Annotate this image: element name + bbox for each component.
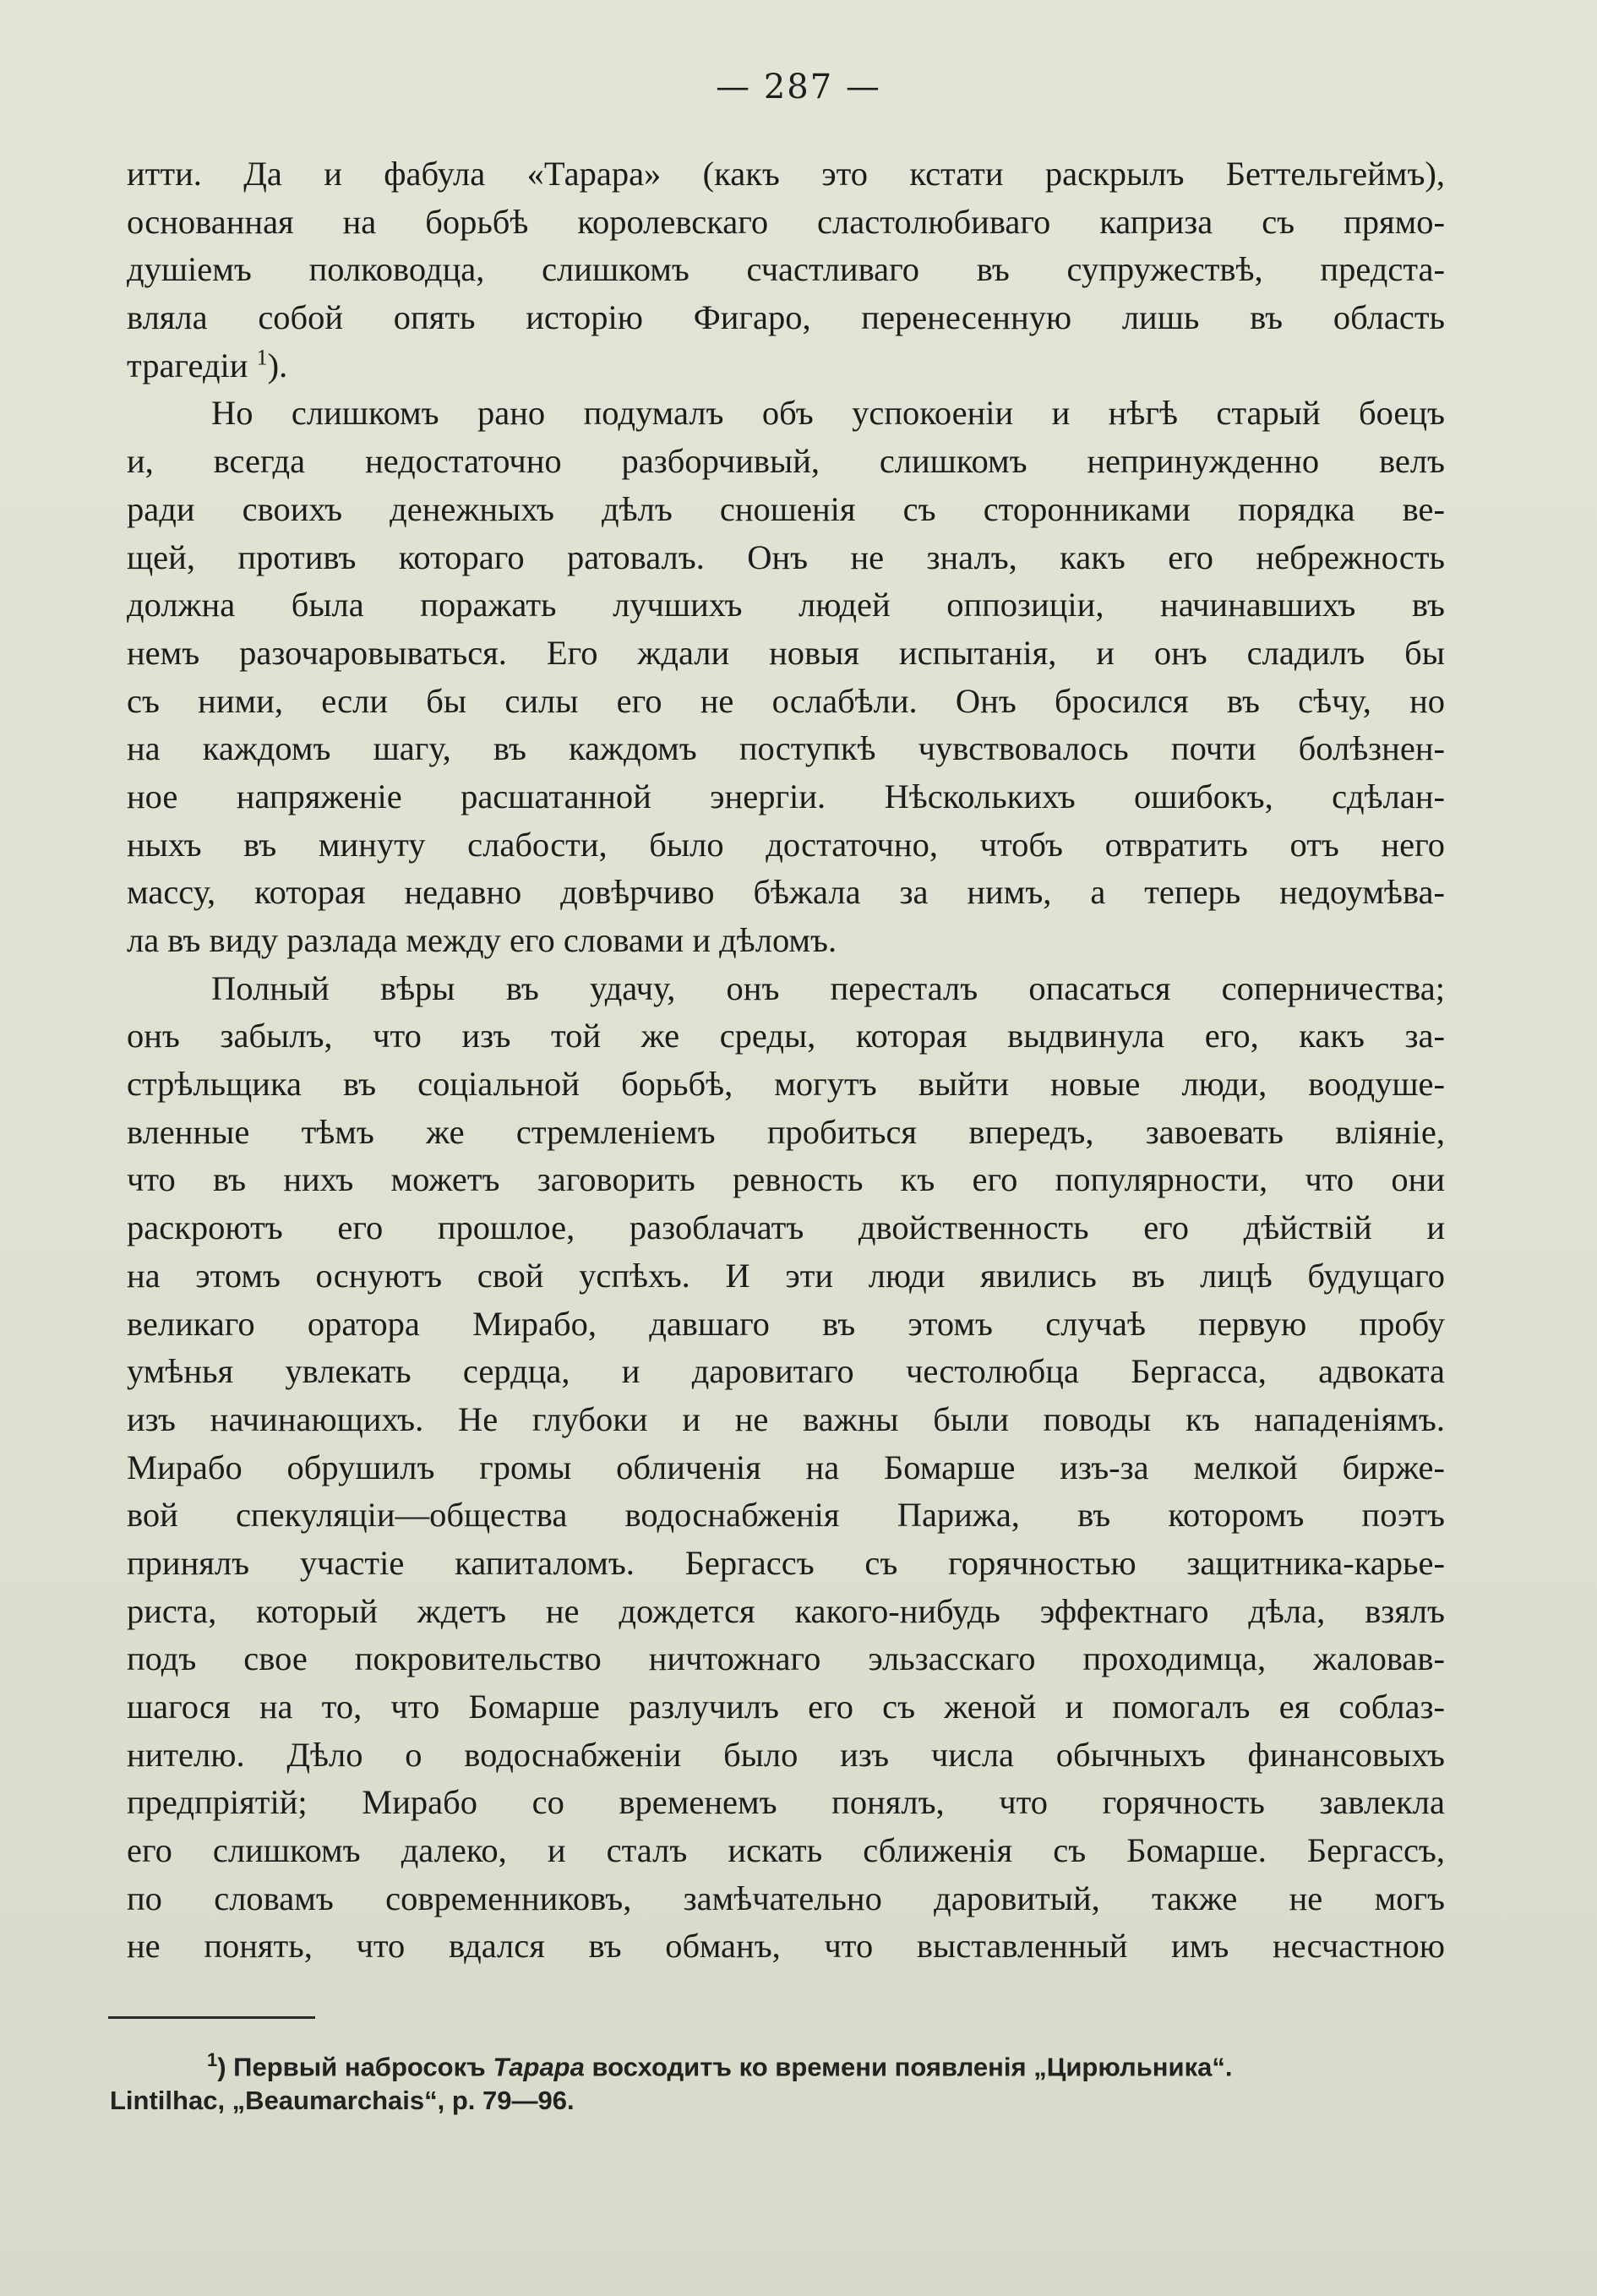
text-line [127, 342, 1445, 390]
text-line: ла въ виду разлада между его словами и дѣломъ. [127, 921, 837, 959]
text-line: ное напряженіе расшатанной энергіи. Нѣсколькихъ ошибокъ, сдѣлан- [127, 777, 1445, 815]
text-fragment: трагедіи [127, 346, 248, 384]
paragraph-3 [127, 965, 1445, 1971]
text-line: умѣнья увлекать сердца, и даровитаго честолюбца Бергасса, адвоката [127, 1352, 1445, 1391]
text-line: вой спекуляціи—общества водоснабженія Парижа, въ которомъ поэтъ [127, 1496, 1445, 1535]
paragraph-1 [127, 150, 1445, 390]
footnote-text: восходитъ ко времени появленія „Цирюльника“. [584, 2052, 1233, 2082]
footnote-line [110, 2040, 1445, 2081]
text-line: риста, который ждетъ не дождется какого-нибудь эффектнаго дѣла, взялъ [127, 1591, 1445, 1630]
text-line: раскроютъ его прошлое, разоблачатъ двойственность его дѣйствій и [127, 1208, 1445, 1247]
text-line: шагося на то, что Бомарше разлучилъ его съ женой и помогалъ ея соблаз- [127, 1688, 1445, 1726]
text-line: должна была поражать лучшихъ людей оппозиціи, начинавшихъ въ [127, 586, 1445, 624]
footnote-text: ) Первый набросокъ [217, 2052, 493, 2082]
text-line: Полный вѣры въ удачу, онъ пересталъ опасаться соперничества; [211, 968, 1445, 1007]
text-line: по словамъ современниковъ, замѣчательно даровитый, также не могъ [127, 1879, 1445, 1917]
page-number: — 287 — [716, 68, 881, 106]
text-line: ныхъ въ минуту слабости, было достаточно, чтобъ отвратить отъ него [127, 825, 1445, 864]
text-line: щей, противъ котораго ратовалъ. Онъ не зналъ, какъ его небрежность [127, 537, 1445, 576]
text-line: основанная на борьбѣ королевскаго сластолюбиваго каприза съ прямо- [127, 202, 1445, 241]
text-line: немъ разочаровываться. Его ждали новыя испытанія, и онъ сладилъ бы [127, 633, 1445, 672]
text-line: принялъ участіе капиталомъ. Бергассъ съ горячностью защитника-карье- [127, 1543, 1445, 1582]
text-line: его слишкомъ далеко, и сталъ искать сближенія съ Бомарше. Бергассъ, [127, 1831, 1445, 1870]
text-line: предпріятій; Мирабо со временемъ понялъ, что горячность завлекла [127, 1783, 1445, 1822]
text-line: Мирабо обрушилъ громы обличенія на Бомарше изъ-за мелкой бирже- [127, 1448, 1445, 1486]
text-line: стрѣльщика въ соціальной борьбѣ, могутъ выйти новые люди, воодуше- [127, 1065, 1445, 1104]
text-line: итти. Да и фабула «Тарара» (какъ это кстати раскрылъ Беттельгеймъ), [127, 155, 1445, 193]
text-line: массу, которая недавно довѣрчиво бѣжала за нимъ, а теперь недоумѣва- [127, 873, 1445, 912]
text-line: подъ свое покровительство ничтожнаго эльзасскаго проходимца, жаловав- [127, 1639, 1445, 1678]
text-line: великаго оратора Мирабо, давшаго въ этомъ случаѣ первую пробу [127, 1304, 1445, 1343]
text-line: душіемъ полководца, слишкомъ счастливаго въ супружествѣ, предста- [127, 250, 1445, 289]
text-line: на этомъ оснуютъ свой успѣхъ. И эти люди явились въ лицѣ будущаго [127, 1256, 1445, 1295]
text-line: нителю. Дѣло о водоснабженіи было изъ числа обычныхъ финансовыхъ [127, 1735, 1445, 1774]
text-fragment: ). [267, 346, 288, 384]
footnote [110, 2040, 1445, 2121]
text-line: не понять, что вдался въ обманъ, что выставленный имъ несчастною [127, 1927, 1445, 1966]
text-line: что въ нихъ можетъ заговорить ревность къ его популярности, что они [127, 1160, 1445, 1199]
text-line: онъ забылъ, что изъ той же среды, которая выдвинула его, какъ за- [127, 1017, 1445, 1055]
text-line: вляла собой опять исторію Фигаро, перенесенную лишь въ область [127, 298, 1445, 337]
footnote-reference: 1 [256, 345, 268, 370]
footnote-line: Lintilhac, „Beaumarchais“, p. 79—96. [110, 2086, 575, 2115]
text-line: ради своихъ денежныхъ дѣлъ сношенія съ сторонниками порядка ве- [127, 489, 1445, 528]
text-line: изъ начинающихъ. Не глубоки и не важны были поводы къ нападеніямъ. [127, 1399, 1445, 1438]
footnote-italic-title: Тарара [493, 2052, 585, 2082]
main-text [127, 150, 1445, 1971]
text-line: съ ними, если бы силы его не ослабѣли. Онъ бросился въ сѣчу, но [127, 681, 1445, 720]
text-line: и, всегда недостаточно разборчивый, слишкомъ непринужденно велъ [127, 442, 1445, 481]
text-line: Но слишкомъ рано подумалъ объ успокоеніи и нѣгѣ старый боецъ [211, 394, 1445, 433]
footnote-separator [108, 2016, 315, 2019]
text-line: вленные тѣмъ же стремленіемъ пробиться впередъ, завоевать вліяніе, [127, 1112, 1445, 1151]
paragraph-2 [127, 390, 1445, 964]
footnote-mark: 1 [207, 2049, 218, 2070]
text-line: на каждомъ шагу, въ каждомъ поступкѣ чувствовалось почти болѣзнен- [127, 729, 1445, 768]
